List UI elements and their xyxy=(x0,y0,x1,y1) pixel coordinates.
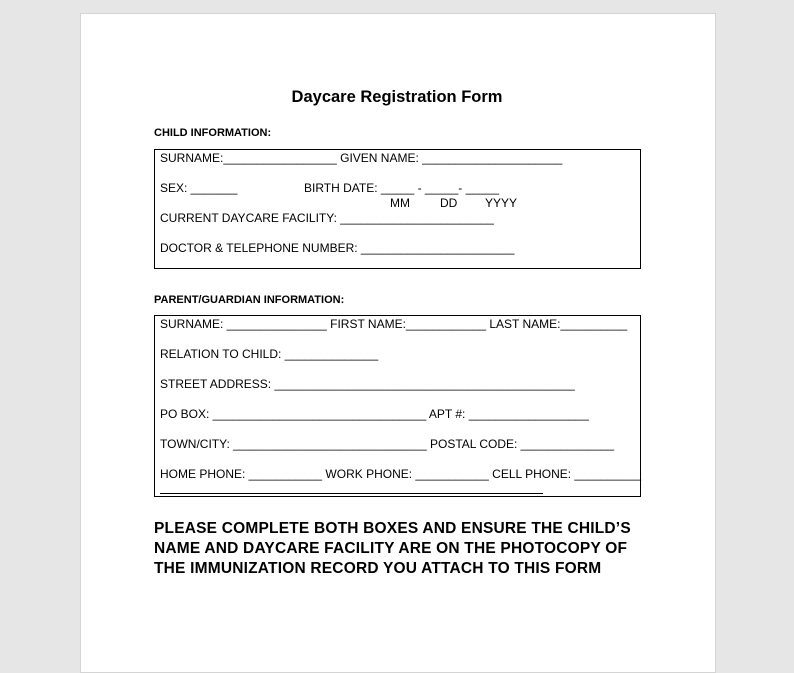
notice-line: NAME AND DAYCARE FACILITY ARE ON THE PHOTOCOPY OF xyxy=(154,540,628,557)
birth-day-label: DD xyxy=(440,196,458,210)
birth-year-label: YYYY xyxy=(485,196,518,210)
parent-town-line: TOWN/CITY: _____________________________ POSTAL CODE: ______________ xyxy=(160,437,615,451)
notice-line: THE IMMUNIZATION RECORD YOU ATTACH TO THIS FORM xyxy=(154,560,602,577)
instruction-notice xyxy=(154,519,674,579)
parent-names-line: SURNAME: _______________ FIRST NAME:____________ LAST NAME:__________ xyxy=(160,317,628,331)
parent-relation-line: RELATION TO CHILD: ______________ xyxy=(160,347,379,361)
birth-month-label: MM xyxy=(390,196,410,210)
child-birth-date-line: BIRTH DATE: _____ - _____- _____ xyxy=(304,181,499,195)
child-sex-line: SEX: _______ xyxy=(160,181,238,195)
child-daycare-line: CURRENT DAYCARE FACILITY: _______________________ xyxy=(160,211,494,225)
parent-street-line: STREET ADDRESS: _____________________________________________ xyxy=(160,377,575,391)
parent-extra-rule xyxy=(160,493,543,494)
parent-pobox-line: PO BOX: ________________________________ APT #: __________________ xyxy=(160,407,589,421)
parent-phones-line: HOME PHONE: ___________ WORK PHONE: ___________ CELL PHONE: __________ xyxy=(160,467,642,481)
child-information-heading: CHILD INFORMATION: xyxy=(154,127,272,139)
form-title: Daycare Registration Form xyxy=(291,88,503,106)
child-doctor-line: DOCTOR & TELEPHONE NUMBER: _______________________ xyxy=(160,241,515,255)
parent-information-heading: PARENT/GUARDIAN INFORMATION: xyxy=(154,294,345,306)
child-name-line: SURNAME:_________________ GIVEN NAME: _____________________ xyxy=(160,151,563,165)
notice-line: PLEASE COMPLETE BOTH BOXES AND ENSURE THE CHILD’S xyxy=(154,520,631,537)
